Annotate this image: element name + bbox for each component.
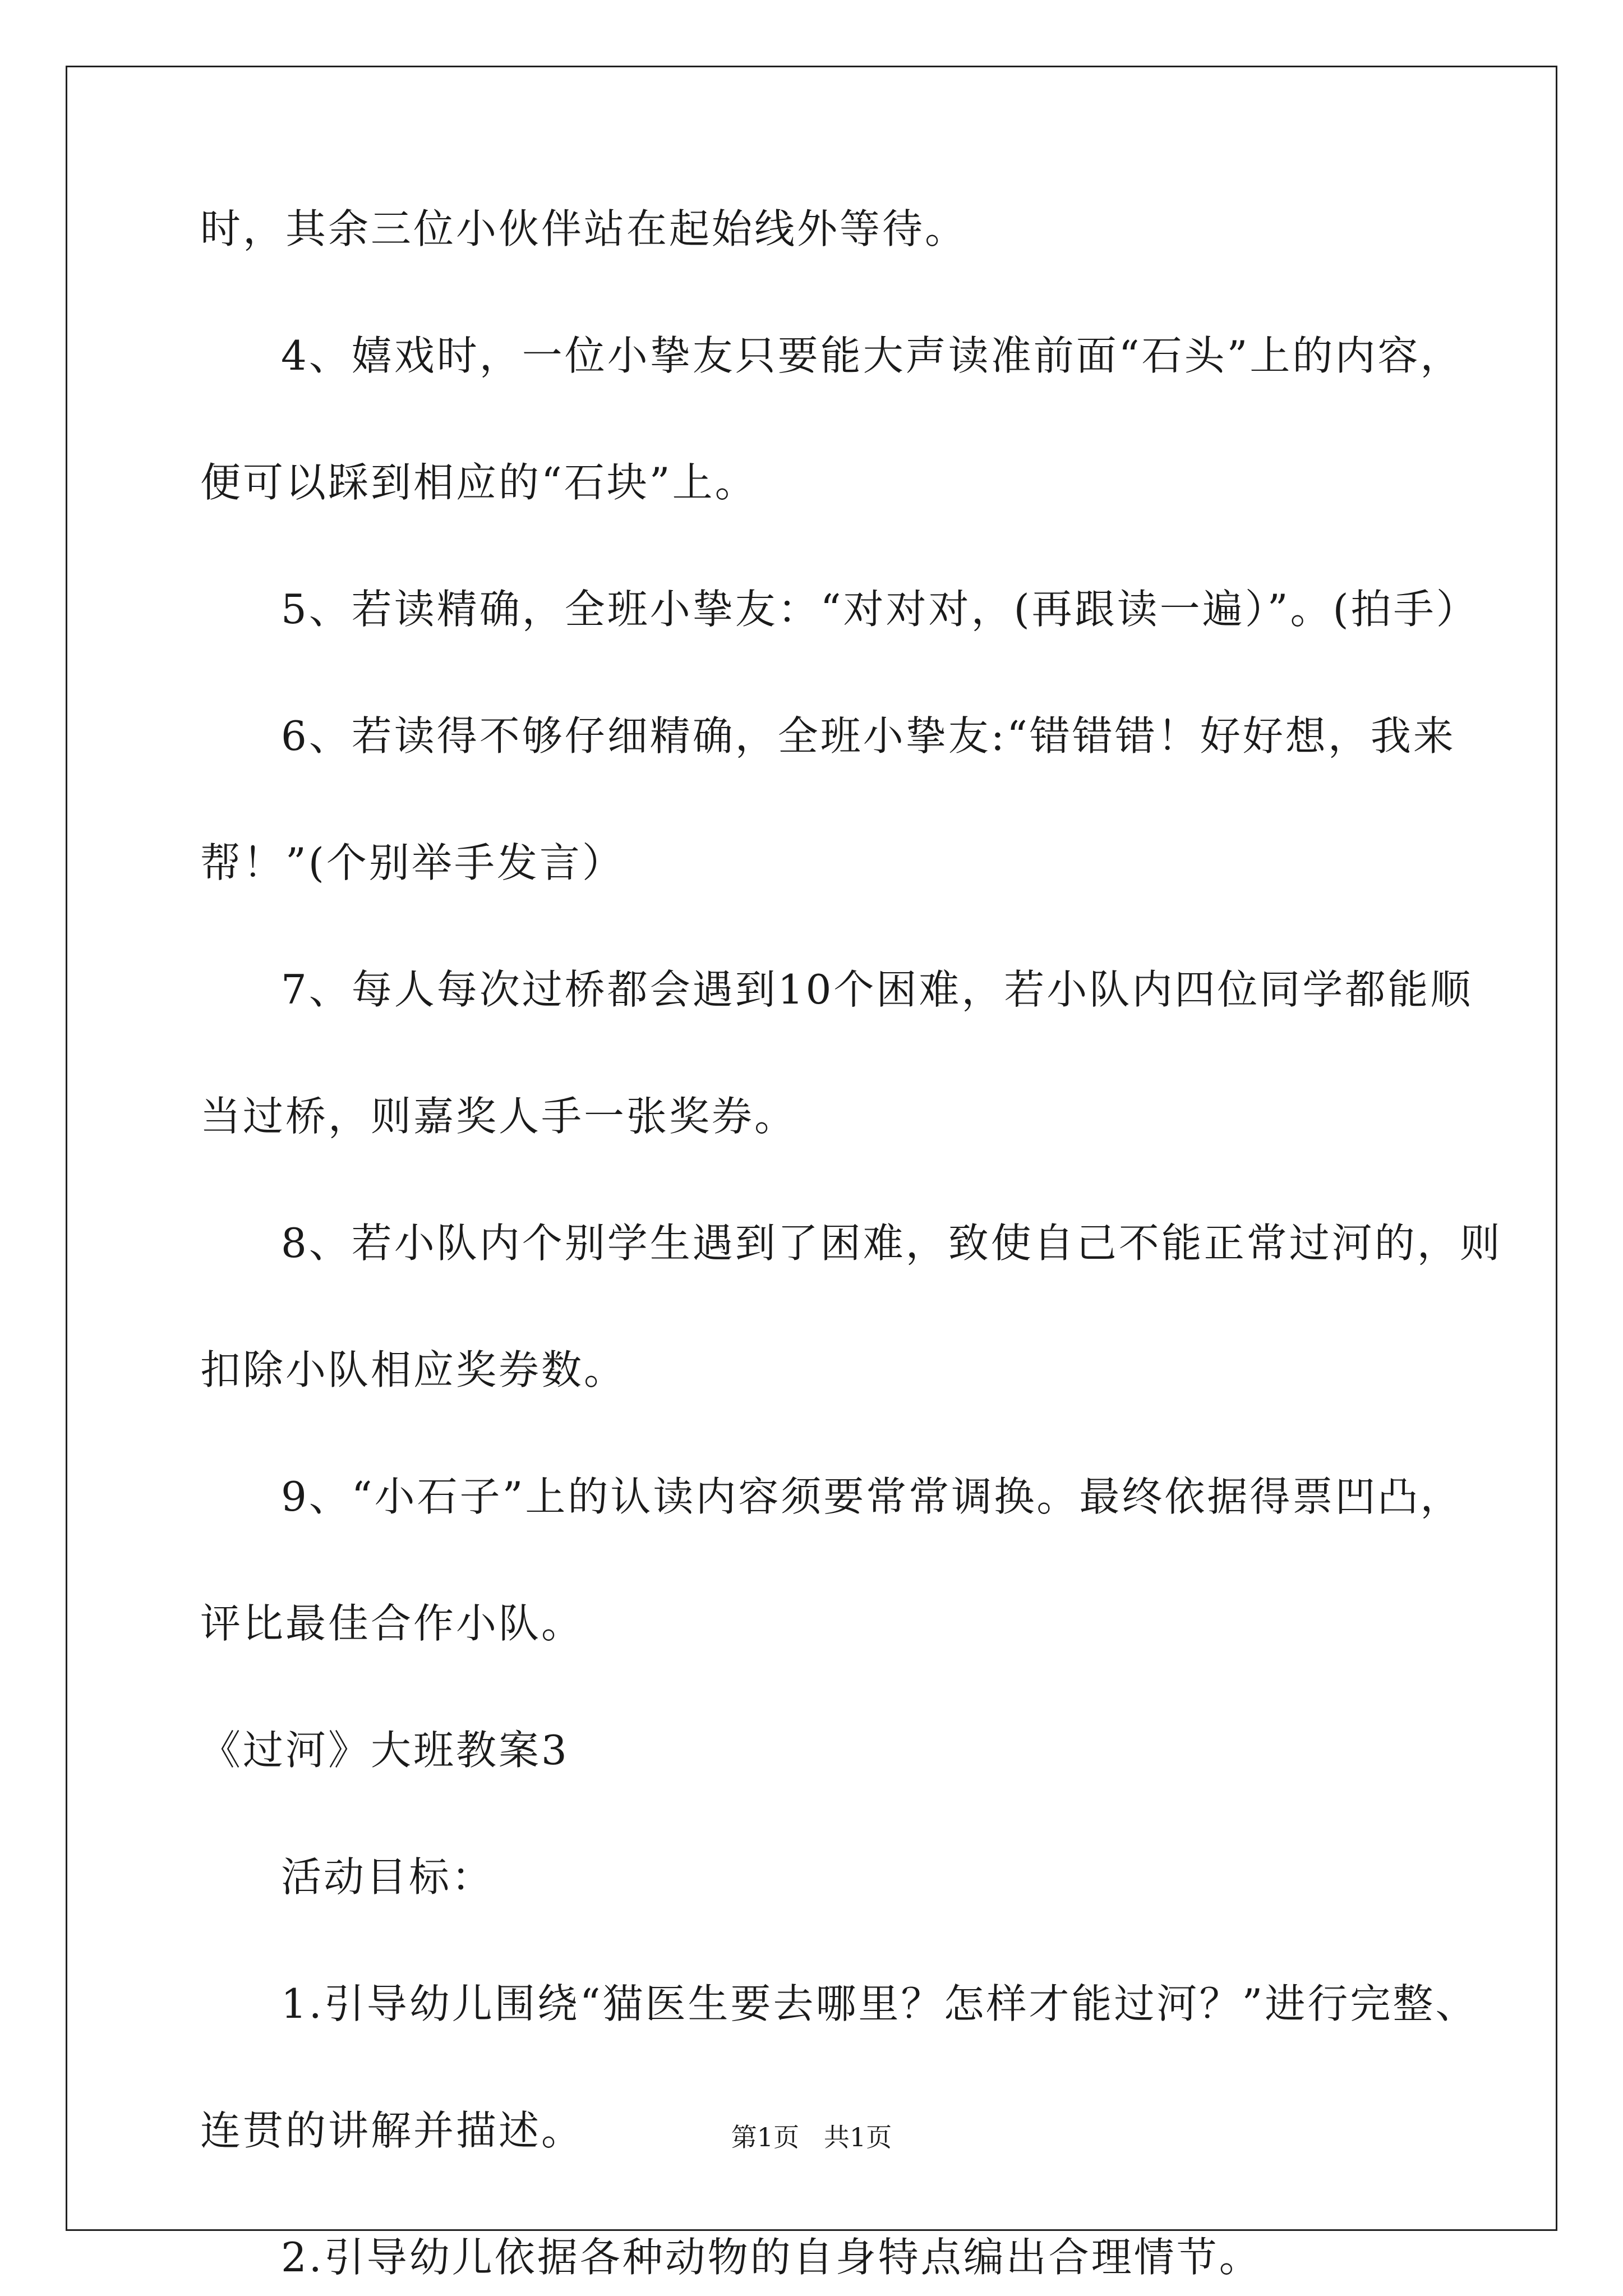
text-line-15: 1.引导幼儿围绕“猫医生要去哪里？怎样才能过河？”进行完整、 (281, 1980, 1478, 2027)
text-line-16: 连贯的讲解并描述。 (200, 2107, 584, 2154)
text-line-7: 7、每人每次过桥都会遇到10个困难，若小队内四位同学都能顺 (281, 966, 1473, 1013)
text-line-8: 当过桥，则嘉奖人手一张奖券。 (200, 1093, 797, 1140)
text-line-5: 6、若读得不够仔细精确，全班小挚友:“错错错！好好想，我来 (281, 712, 1456, 760)
text-line-1: 时，其余三位小伙伴站在起始线外等待。 (200, 205, 968, 252)
text-line-2: 4、嬉戏时，一位小挚友只要能大声读准前面“石头”上的内容， (281, 332, 1463, 379)
text-line-14: 活动目标： (281, 1853, 495, 1901)
text-line-4: 5、若读精确，全班小挚友：“对对对，(再跟读一遍）”。(拍手） (281, 586, 1479, 633)
document-body (200, 202, 1502, 2284)
text-line-10: 扣除小队相应奖券数。 (200, 1346, 627, 1393)
text-line-11: 9、“小石子”上的认读内容须要常常调换。最终依据得票凹凸， (281, 1473, 1463, 1520)
text-line-17: 2.引导幼儿依据各种动物的自身特点编出合理情节。 (281, 2234, 1262, 2281)
page-footer: 第1页 共1页 (731, 2122, 892, 2152)
text-line-3: 便可以踩到相应的“石块”上。 (200, 459, 758, 506)
section-heading: 《过河》大班教案3 (200, 1727, 569, 1774)
text-line-12: 评比最佳合作小队。 (200, 1600, 584, 1647)
text-line-9: 8、若小队内个别学生遇到了困难，致使自己不能正常过河的，则 (281, 1220, 1502, 1267)
text-line-6: 帮！”(个别举手发言） (200, 839, 625, 886)
